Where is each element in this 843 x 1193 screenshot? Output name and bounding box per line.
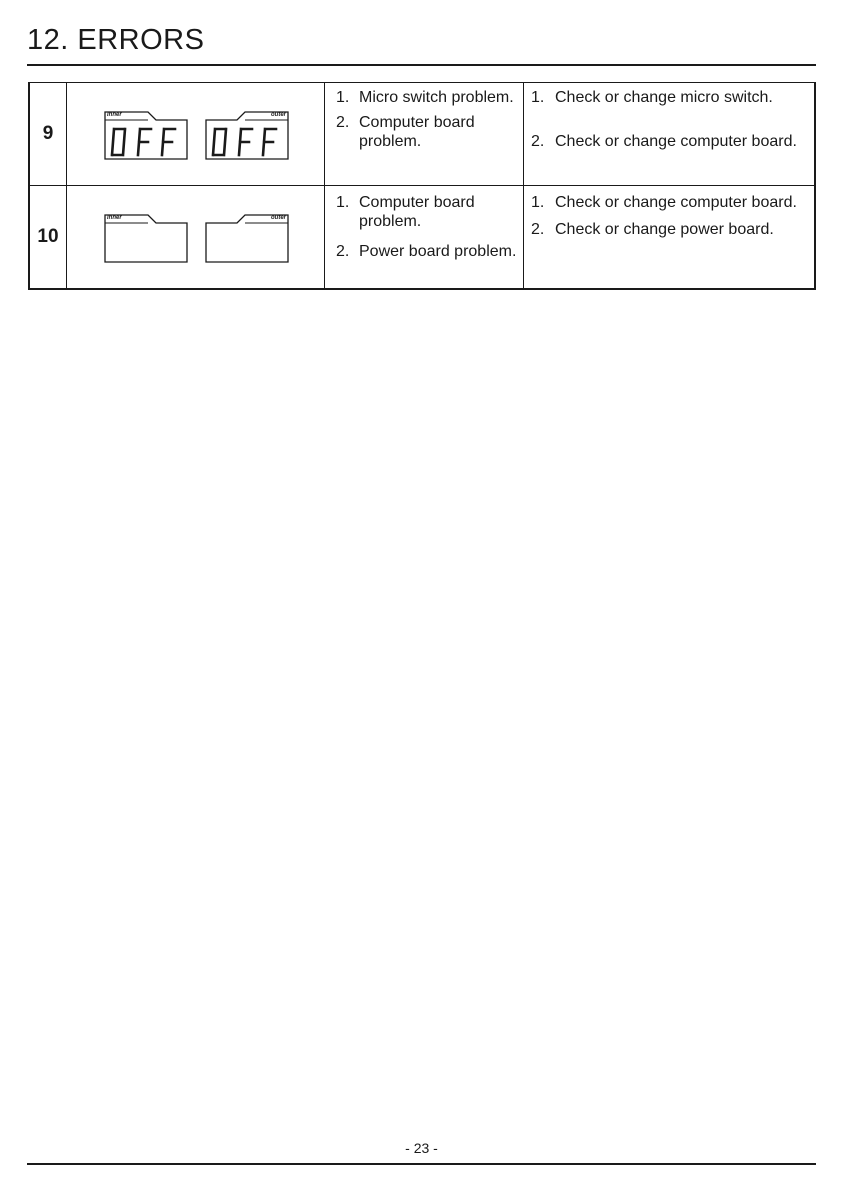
display-pair [104,214,294,264]
page-title: 12. ERRORS [27,24,205,56]
inner-label: inner [107,112,122,118]
item-number: 1. [336,89,350,106]
cause-cell [325,186,524,290]
footer-rule [27,1163,816,1165]
title-rule [27,64,816,66]
item-number: 2. [336,243,350,260]
error-code: 10 [29,186,67,290]
outer-label: outer [271,215,286,221]
cause-text: Computer board problem. [359,194,475,230]
inner-label: inner [107,215,122,221]
errors-table [28,82,816,290]
display-cell [67,186,325,290]
inner-display-panel [104,214,188,263]
list-item [325,242,523,261]
list-item [524,132,814,151]
cause-text: Power board problem. [359,243,517,260]
remedy-cell [524,186,816,290]
display-cell [67,83,325,186]
seven-segment-off-icon [205,122,289,158]
item-number: 1. [531,194,545,211]
remedy-text: Check or change computer board. [555,194,797,211]
page-number: - 23 - [405,1140,438,1156]
seven-segment-off-icon [104,122,188,158]
item-number: 2. [336,114,350,131]
display-pair [104,111,294,161]
list-item [524,220,814,239]
outer-label: outer [271,112,286,118]
table-row [29,186,815,290]
remedy-cell [524,83,816,186]
panel-frame-icon [205,214,289,263]
list-item [325,88,523,107]
list-item [325,193,523,231]
item-number: 2. [531,133,545,150]
list-item [325,113,523,151]
inner-display-panel [104,111,188,160]
item-number: 2. [531,221,545,238]
outer-display-panel [205,111,289,160]
remedy-text: Check or change micro switch. [555,89,773,106]
table-row [29,83,815,186]
cause-cell [325,83,524,186]
list-item [524,88,814,107]
remedy-text: Check or change computer board. [555,133,797,150]
outer-display-panel [205,214,289,263]
panel-frame-icon [104,214,188,263]
error-code: 9 [29,83,67,186]
cause-text: Micro switch problem. [359,89,514,106]
list-item [524,193,814,212]
item-number: 1. [531,89,545,106]
item-number: 1. [336,194,350,211]
cause-text: Computer board problem. [359,114,475,150]
remedy-text: Check or change power board. [555,221,774,238]
